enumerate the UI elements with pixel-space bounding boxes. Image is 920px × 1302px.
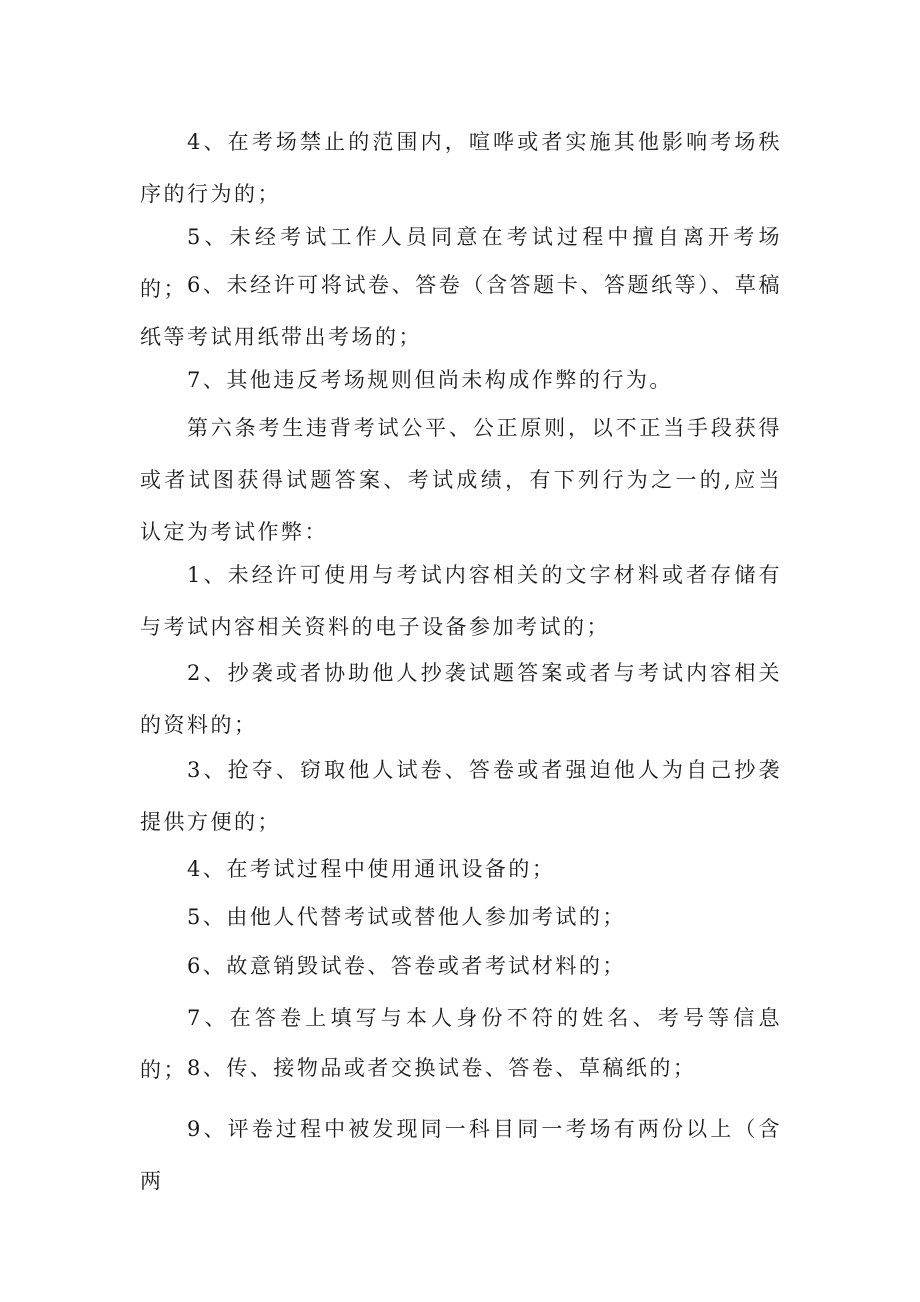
paragraph-cheat-9: 9、评卷过程中被发现同一科目同一考场有两份以上（含两	[140, 1117, 782, 1193]
paragraph-cheat-4: 4、在考试过程中使用通讯设备的；	[187, 857, 556, 881]
paragraph-rule-6-papers: 6、未经许可将试卷、答卷（含答题卡、答题纸等）、草稿纸等考试用纸带出考场的；	[140, 273, 782, 349]
paragraph-cheat-5: 5、由他人代替考试或替他人参加考试的；	[187, 905, 626, 929]
paragraph-article-6: 第六条考生违背考试公平、公正原则，以不正当手段获得或者试图获得试题答案、考试成绩，有下列行为之一的,应当认定为考试作弊：	[140, 416, 782, 544]
paragraph-rule-4-disorder: 4、在考场禁止的范围内，喧哗或者实施其他影响考场秩序的行为的；	[140, 130, 782, 206]
paragraph-cheat-6: 6、故意销毁试卷、答卷或者考试材料的；	[187, 954, 626, 978]
paragraph-cheat-2: 2、抄袭或者协助他人抄袭试题答案或者与考试内容相关的资料的；	[140, 661, 782, 737]
paragraph-cheat-3: 3、抢夺、窃取他人试卷、答卷或者强迫他人为自己抄袭提供方便的；	[140, 758, 782, 834]
paragraph-cheat-8: 8、传、接物品或者交换试卷、答卷、草稿纸的；	[187, 1056, 697, 1080]
paragraph-rule-7-other: 7、其他违反考场规则但尚未构成作弊的行为。	[187, 368, 673, 392]
paragraph-rule-5-leave: 5、未经考试工作人员同意在考试过程中擅自离开考场的；	[140, 225, 782, 301]
paragraph-cheat-1: 1、未经许可使用与考试内容相关的文字材料或者存储有与考试内容相关资料的电子设备参加考试的；	[140, 563, 782, 639]
paragraph-cheat-7: 7、在答卷上填写与本人身份不符的姓名、考号等信息的；	[140, 1006, 782, 1082]
